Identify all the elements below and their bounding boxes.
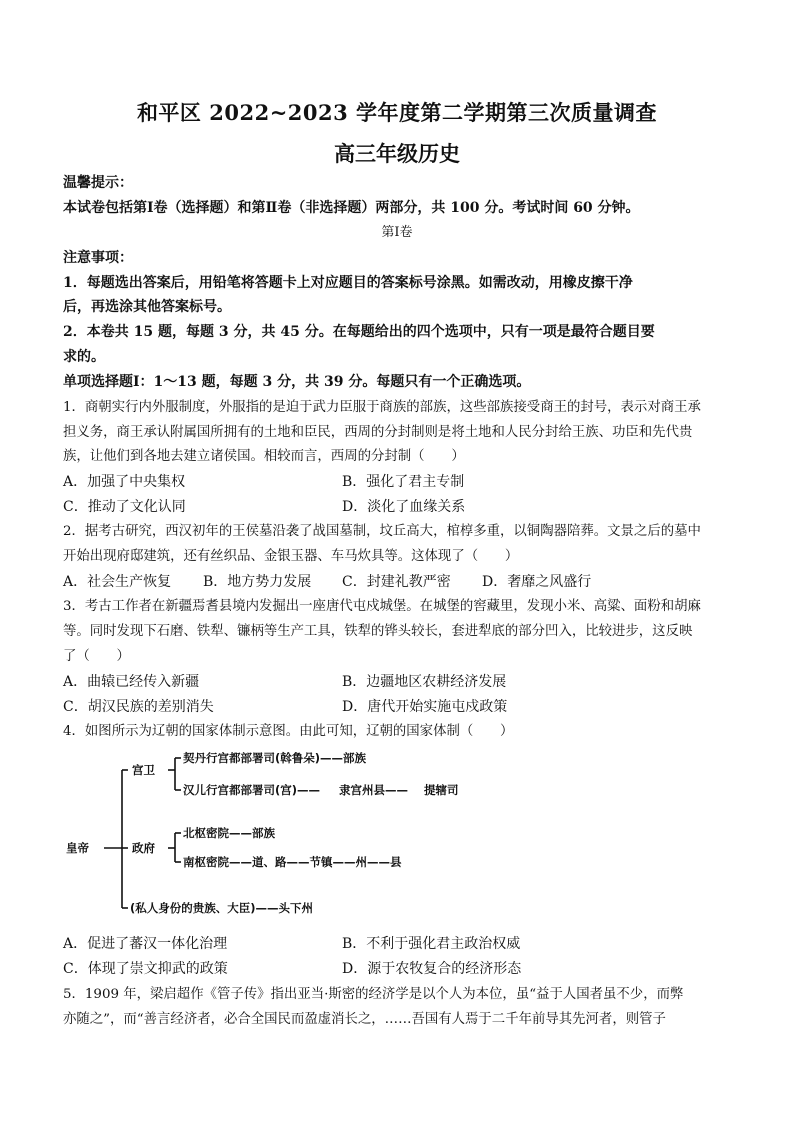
rule-1b: 后，再选涂其他答案标号。 [63, 299, 231, 315]
question-3-line-3: 了（ ） [63, 649, 130, 664]
section-heading: 第Ⅰ卷 [381, 225, 413, 240]
exam-title: 和平区 2022~2023 学年度第二学期第三次质量调查 [136, 100, 658, 125]
question-4-option-d[interactable]: D．源于农牧复合的经济形态 [342, 961, 522, 977]
question-2-option-c[interactable]: C．封建礼教严密 [342, 574, 451, 590]
question-1-line-1: 1．商朝实行内外服制度，外服指的是迫于武力臣服于商族的部族，这些部族接受商王的封号，表示对商王承 [63, 400, 701, 415]
question-4-line-1: 4．如图所示为辽朝的国家体制示意图。由此可知，辽朝的国家体制（ ） [63, 724, 514, 739]
question-2-line-2: 开始出现府邸建筑，还有丝织品、金银玉器、车马炊具等。这体现了（ ） [63, 549, 519, 564]
emperor-label: 皇帝 [66, 841, 89, 855]
question-3-option-d[interactable]: D．唐代开始实施屯戍政策 [342, 699, 508, 715]
question-1-option-b[interactable]: B．强化了君主专制 [342, 474, 465, 490]
exam-subtitle: 高三年级历史 [334, 141, 460, 166]
question-1-option-a[interactable]: A．加强了中央集权 [63, 474, 186, 490]
liao-state-system-diagram [60, 748, 620, 928]
south-council-branch: 南枢密院——道、路——节镇——州——县 [183, 855, 402, 869]
question-1-option-c[interactable]: C．推动了文化认同 [63, 499, 186, 515]
guard-branch-han-c: 提辖司 [424, 783, 459, 797]
question-4-option-a[interactable]: A．促进了蕃汉一体化治理 [63, 936, 228, 952]
govt-label: 政府 [132, 841, 155, 855]
attention-label: 注意事项： [63, 250, 133, 266]
question-2-option-b[interactable]: B．地方势力发展 [203, 574, 312, 590]
rule-1a: 1．每题选出答案后，用铅笔将答题卡上对应题目的答案标号涂黑。如需改动，用橡皮擦干净 [63, 275, 633, 291]
tip-text: 本试卷包括第Ⅰ卷（选择题）和第Ⅱ卷（非选择题）两部分，共 100 分。考试时间 60 分钟。 [63, 200, 640, 216]
question-2-option-d[interactable]: D．奢靡之风盛行 [482, 574, 592, 590]
guard-branch-han-b: 隶宫州县—— [339, 783, 408, 797]
guard-branch-khitan: 契丹行宫都部署司(斡鲁朵)——部族 [183, 751, 367, 765]
question-3-option-b[interactable]: B．边疆地区农耕经济发展 [342, 674, 507, 690]
question-1-line-2: 担义务，商王承认附属国所拥有的土地和臣民，西周的分封制则是将土地和人民分封给王族、功臣和先代贵 [63, 425, 693, 440]
private-branch: (私人身份的贵族、大臣)——头下州 [130, 901, 314, 915]
question-3-option-a[interactable]: A．曲辕已经传入新疆 [63, 674, 200, 690]
part-heading: 单项选择题Ⅰ：1～13 题，每题 3 分，共 39 分。每题只有一个正确选项。 [63, 374, 531, 390]
rule-2a: 2．本卷共 15 题，每题 3 分，共 45 分。在每题给出的四个选项中，只有一项是最符合题目要 [63, 324, 655, 340]
rule-2b: 求的。 [63, 349, 105, 365]
question-5-line-2: 亦随之”，而“善言经济者，必合全国民而盈虚消长之，……吾国有人焉于二千年前导其先河者，则管子 [63, 1012, 666, 1027]
question-5-line-1: 5．1909 年，梁启超作《管子传》指出亚当·斯密的经济学是以个人为本位，虽“益于人国者虽不少，而弊 [63, 987, 684, 1002]
tip-label: 温馨提示： [63, 175, 133, 191]
question-4-option-c[interactable]: C．体现了崇文抑武的政策 [63, 961, 228, 977]
question-4-option-b[interactable]: B．不利于强化君主政治权威 [342, 936, 521, 952]
question-1-option-d[interactable]: D．淡化了血缘关系 [342, 499, 466, 515]
guard-branch-han-a: 汉儿行宫都部署司(宫)—— [183, 783, 321, 797]
question-2-line-1: 2．据考古研究，西汉初年的王侯墓沿袭了战国墓制，坟丘高大，棺椁多重，以铜陶器陪葬。文景之后的墓中 [63, 524, 701, 539]
question-3-option-c[interactable]: C．胡汉民族的差别消失 [63, 699, 214, 715]
guard-label: 宫卫 [132, 763, 155, 777]
question-2-option-a[interactable]: A．社会生产恢复 [63, 574, 172, 590]
question-3-line-2: 等。同时发现下石磨、铁犁、镰柄等生产工具，铁犁的铧头较长，套进犁底的部分凹入，比较进步，这反映 [63, 624, 693, 639]
question-1-line-3: 族，让他们到各地去建立诸侯国。相较而言，西周的分封制（ ） [63, 449, 465, 464]
north-council-branch: 北枢密院——部族 [183, 826, 275, 840]
question-3-line-1: 3．考古工作者在新疆焉耆县境内发掘出一座唐代屯戍城堡。在城堡的窖藏里，发现小米、高粱、面粉和胡麻 [63, 599, 701, 614]
